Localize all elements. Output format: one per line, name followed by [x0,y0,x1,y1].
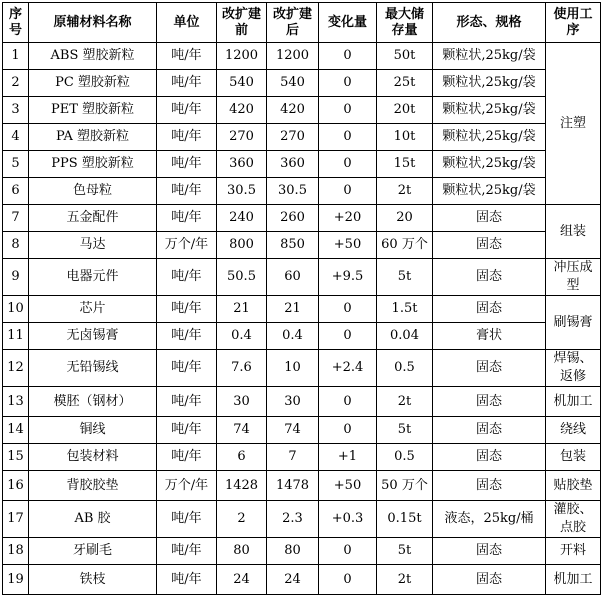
cell-name: 五金配件 [29,205,157,232]
cell-form: 固态 [433,259,546,296]
cell-before: 240 [217,205,267,232]
cell-form: 颗粒状,25kg/袋 [433,151,546,178]
cell-name: 无卤锡膏 [29,323,157,350]
cell-change: 0 [319,565,377,595]
header-name: 原辅材料名称 [29,3,157,43]
table-row [3,70,601,97]
cell-seq: 12 [3,350,29,387]
cell-name: PET 塑胶新粒 [29,97,157,124]
cell-name: 芯片 [29,296,157,323]
cell-unit: 吨/年 [157,323,217,350]
cell-form: 固态 [433,350,546,387]
cell-unit: 吨/年 [157,259,217,296]
cell-before: 24 [217,565,267,595]
cell-before: 540 [217,70,267,97]
cell-max-storage: 2t [377,178,433,205]
cell-after: 2.3 [267,501,319,538]
table-row [3,565,601,595]
cell-unit: 吨/年 [157,417,217,444]
cell-after: 7 [267,444,319,471]
cell-form: 固态 [433,296,546,323]
cell-name: 背胶胶垫 [29,471,157,501]
cell-before: 800 [217,232,267,259]
cell-name: 铁枝 [29,565,157,595]
cell-change: +50 [319,471,377,501]
cell-max-storage: 0.04 [377,323,433,350]
cell-change: 0 [319,43,377,70]
cell-seq: 5 [3,151,29,178]
cell-change: +50 [319,232,377,259]
cell-name: 电器元件 [29,259,157,296]
cell-change: 0 [319,296,377,323]
cell-after: 850 [267,232,319,259]
cell-before: 420 [217,97,267,124]
cell-before: 2 [217,501,267,538]
cell-before: 50.5 [217,259,267,296]
cell-usage-winding: 绕线 [546,417,601,444]
cell-before: 7.6 [217,350,267,387]
header-form: 形态、规格 [433,3,546,43]
cell-change: 0 [319,151,377,178]
cell-usage-stamping: 冲压成型 [546,259,601,296]
cell-after: 540 [267,70,319,97]
cell-max-storage: 5t [377,538,433,565]
cell-max-storage: 0.15t [377,501,433,538]
table-row [3,323,601,350]
table-row [3,97,601,124]
cell-before: 30.5 [217,178,267,205]
cell-seq: 11 [3,323,29,350]
cell-usage-machining: 机加工 [546,387,601,417]
cell-max-storage: 1.5t [377,296,433,323]
cell-max-storage: 5t [377,259,433,296]
table-row [3,417,601,444]
cell-change: 0 [319,124,377,151]
cell-max-storage: 50 万个 [377,471,433,501]
cell-unit: 吨/年 [157,97,217,124]
cell-seq: 14 [3,417,29,444]
cell-name: PPS 塑胶新粒 [29,151,157,178]
cell-seq: 18 [3,538,29,565]
cell-after: 360 [267,151,319,178]
cell-change: 0 [319,70,377,97]
cell-unit: 吨/年 [157,387,217,417]
cell-change: +9.5 [319,259,377,296]
cell-max-storage: 15t [377,151,433,178]
cell-form: 固态 [433,565,546,595]
cell-usage-glue-dispensing: 灌胶、点胶 [546,501,601,538]
table-row [3,501,601,538]
cell-form: 液态，25kg/桶 [433,501,546,538]
header-before: 改扩建前 [217,3,267,43]
cell-name: 模胚（钢材） [29,387,157,417]
cell-before: 80 [217,538,267,565]
cell-seq: 4 [3,124,29,151]
cell-after: 270 [267,124,319,151]
cell-max-storage: 25t [377,70,433,97]
cell-before: 74 [217,417,267,444]
cell-before: 1428 [217,471,267,501]
cell-usage-assembly: 组装 [546,205,601,259]
table-row [3,178,601,205]
cell-before: 21 [217,296,267,323]
cell-form: 颗粒状,25kg/袋 [433,97,546,124]
cell-form: 颗粒状,25kg/袋 [433,43,546,70]
table-row [3,232,601,259]
cell-unit: 吨/年 [157,538,217,565]
cell-name: 包装材料 [29,444,157,471]
header-unit: 单位 [157,3,217,43]
cell-max-storage: 0.5 [377,444,433,471]
table-row [3,471,601,501]
table-row [3,387,601,417]
cell-after: 80 [267,538,319,565]
cell-unit: 吨/年 [157,205,217,232]
cell-max-storage: 2t [377,565,433,595]
table-row [3,151,601,178]
cell-name: PA 塑胶新粒 [29,124,157,151]
cell-seq: 2 [3,70,29,97]
cell-after: 10 [267,350,319,387]
cell-max-storage: 2t [377,387,433,417]
cell-seq: 9 [3,259,29,296]
header-change: 变化量 [319,3,377,43]
cell-change: +2.4 [319,350,377,387]
cell-after: 24 [267,565,319,595]
cell-change: 0 [319,538,377,565]
cell-after: 60 [267,259,319,296]
cell-seq: 19 [3,565,29,595]
cell-after: 1200 [267,43,319,70]
cell-change: +1 [319,444,377,471]
cell-form: 固态 [433,471,546,501]
cell-change: 0 [319,97,377,124]
header-after: 改扩建后 [267,3,319,43]
cell-seq: 16 [3,471,29,501]
cell-unit: 吨/年 [157,565,217,595]
table-row [3,124,601,151]
header-seq: 序号 [3,3,29,43]
cell-seq: 1 [3,43,29,70]
table-row [3,205,601,232]
cell-usage-cutting: 开料 [546,538,601,565]
cell-name: AB 胶 [29,501,157,538]
cell-usage-machining: 机加工 [546,565,601,595]
cell-name: 色母粒 [29,178,157,205]
cell-change: 0 [319,178,377,205]
cell-unit: 吨/年 [157,43,217,70]
cell-usage-injection: 注塑 [546,43,601,205]
cell-before: 6 [217,444,267,471]
table-row [3,538,601,565]
cell-unit: 吨/年 [157,178,217,205]
table-row [3,296,601,323]
cell-max-storage: 20t [377,97,433,124]
cell-unit: 吨/年 [157,296,217,323]
cell-unit: 吨/年 [157,501,217,538]
cell-seq: 7 [3,205,29,232]
cell-change: +0.3 [319,501,377,538]
cell-max-storage: 20 [377,205,433,232]
cell-before: 0.4 [217,323,267,350]
cell-after: 260 [267,205,319,232]
cell-usage-solder-rework: 焊锡、返修 [546,350,601,387]
cell-seq: 17 [3,501,29,538]
cell-form: 固态 [433,387,546,417]
cell-before: 30 [217,387,267,417]
table-row [3,43,601,70]
cell-change: 0 [319,387,377,417]
cell-name: 马达 [29,232,157,259]
cell-change: +20 [319,205,377,232]
cell-form: 固态 [433,538,546,565]
cell-seq: 15 [3,444,29,471]
cell-max-storage: 50t [377,43,433,70]
cell-max-storage: 60 万个 [377,232,433,259]
cell-name: ABS 塑胶新粒 [29,43,157,70]
cell-unit: 吨/年 [157,350,217,387]
cell-seq: 6 [3,178,29,205]
cell-form: 固态 [433,444,546,471]
cell-form: 颗粒状,25kg/袋 [433,70,546,97]
header-max-storage: 最大储存量 [377,3,433,43]
cell-after: 0.4 [267,323,319,350]
cell-seq: 8 [3,232,29,259]
cell-unit: 万个/年 [157,471,217,501]
cell-name: PC 塑胶新粒 [29,70,157,97]
cell-unit: 吨/年 [157,124,217,151]
cell-max-storage: 10t [377,124,433,151]
cell-after: 30 [267,387,319,417]
cell-form: 固态 [433,232,546,259]
cell-form: 固态 [433,205,546,232]
raw-materials-table [2,2,601,595]
cell-after: 74 [267,417,319,444]
cell-form: 膏状 [433,323,546,350]
cell-form: 颗粒状,25kg/袋 [433,124,546,151]
header-row [3,3,601,43]
cell-before: 360 [217,151,267,178]
table-row [3,444,601,471]
cell-form: 固态 [433,417,546,444]
cell-before: 1200 [217,43,267,70]
cell-usage-packing: 包装 [546,444,601,471]
cell-after: 21 [267,296,319,323]
cell-form: 颗粒状,25kg/袋 [433,178,546,205]
cell-change: 0 [319,417,377,444]
cell-before: 270 [217,124,267,151]
cell-after: 420 [267,97,319,124]
cell-after: 1478 [267,471,319,501]
cell-unit: 吨/年 [157,151,217,178]
cell-unit: 吨/年 [157,70,217,97]
cell-seq: 13 [3,387,29,417]
cell-max-storage: 0.5 [377,350,433,387]
cell-name: 铜线 [29,417,157,444]
cell-unit: 万个/年 [157,232,217,259]
table-row [3,350,601,387]
cell-unit: 吨/年 [157,444,217,471]
cell-seq: 10 [3,296,29,323]
cell-seq: 3 [3,97,29,124]
cell-change: 0 [319,323,377,350]
table-row [3,259,601,296]
cell-usage-brush-tin: 刷锡膏 [546,296,601,350]
cell-max-storage: 5t [377,417,433,444]
cell-name: 牙刷毛 [29,538,157,565]
cell-name: 无铅锡线 [29,350,157,387]
header-usage: 使用工序 [546,3,601,43]
cell-after: 30.5 [267,178,319,205]
cell-usage-adhesive-pad: 贴胶垫 [546,471,601,501]
